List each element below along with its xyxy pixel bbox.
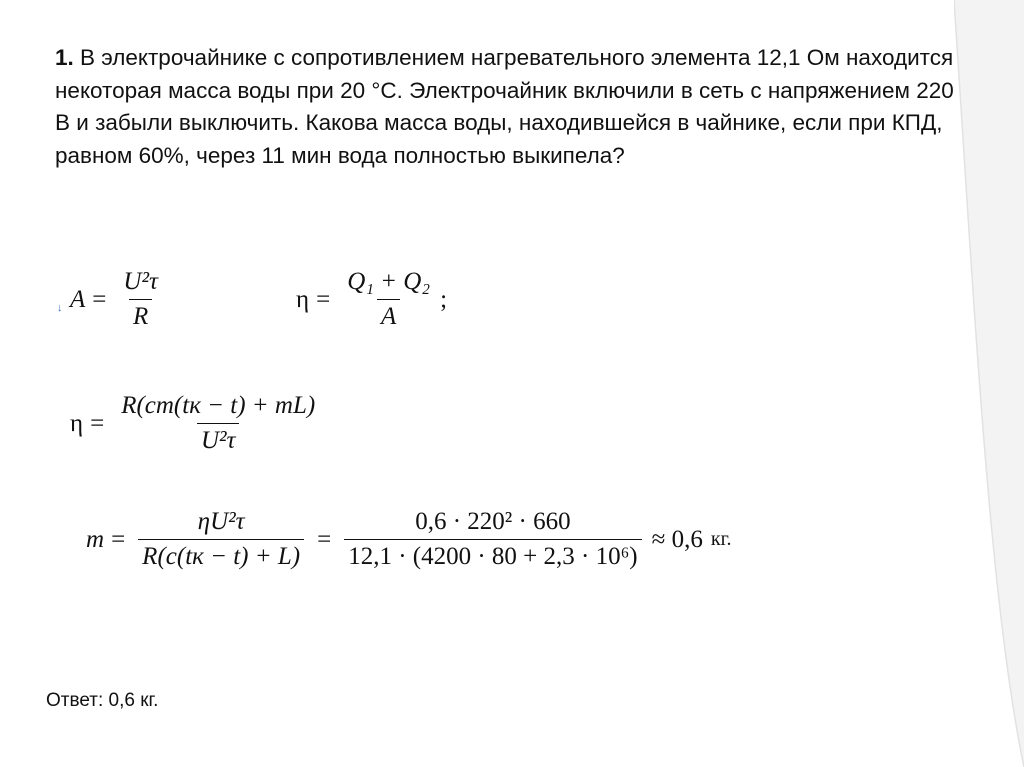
formula-mass-numerator-symbolic: ηU²τ: [197, 508, 245, 535]
formula-work-lhs: A: [70, 285, 86, 313]
formula-mass-unit: кг.: [710, 528, 732, 550]
formula-work-fraction: [119, 268, 162, 331]
formula-mass-fraction-numeric: [344, 508, 641, 571]
formula-efficiency-definition: η = $\frac{\text{Q₁ + Q₂}}{A}$ ;: [296, 268, 448, 330]
formula-expanded-numerator: R(cm(tк − t) + mL): [121, 392, 316, 419]
formula-efficiency-lhs: η: [296, 285, 310, 313]
formula-mass-lhs: m: [86, 525, 105, 553]
page-curl-decoration: [954, 0, 1024, 767]
formula-work: A = $\frac{\text{U²τ}}{R}$: [70, 268, 168, 331]
formula-efficiency-expanded: η = $\frac{R(cm(tк - t) + mL)}{\text{U²τ}}$: [70, 392, 325, 455]
problem-statement: [55, 42, 955, 172]
formula-work-denominator: R: [129, 299, 152, 331]
problem-text: В электрочайнике с сопротивлением нагревательного элемента 12,1 Ом находится некоторая масса воды при 20 °С. Электрочайник включили в сеть с напряжением 220 В и забыли выключить. Какова масса воды, находившейся в чайнике, если при КПД, равном 60%, через 11 мин вода полностью выкипела?: [55, 45, 954, 168]
problem-number: 1.: [55, 45, 74, 70]
formula-efficiency-semicolon: ;: [440, 285, 448, 313]
formula-efficiency-fraction: [343, 268, 434, 331]
formula-mass-result: ≈ 0,6: [651, 525, 703, 553]
bullet-mark: ↓: [57, 302, 63, 314]
formula-mass-fraction-symbolic: [138, 508, 304, 571]
formula-expanded-lhs: η: [70, 409, 84, 437]
formula-efficiency-denominator: A: [377, 299, 400, 331]
formula-efficiency-numerator: Q₁ + Q₂: [347, 268, 431, 295]
formula-work-numerator: U²τ: [123, 268, 158, 295]
formula-mass: m = $\frac{\text{ηU²τ}}{R(c(tк - t) + L)}$ = $\frac{\text{0,6 · 220² · 660}}{\text{12,1 · (4200 · 80 + 2,3 · 10⁶)}}$ ≈ 0,6 кг.: [86, 508, 732, 570]
formula-mass-numerator-numeric: 0,6 · 220² · 660: [415, 508, 571, 535]
answer: Ответ: 0,6 кг.: [46, 690, 159, 711]
formula-expanded-denominator: U²τ: [197, 423, 240, 455]
formula-mass-denominator-numeric: 12,1 · (4200 · 80 + 2,3 · 10⁶): [344, 539, 641, 571]
formula-mass-denominator-symbolic: R(c(tк − t) + L): [138, 539, 304, 571]
formula-expanded-fraction: [117, 392, 319, 455]
